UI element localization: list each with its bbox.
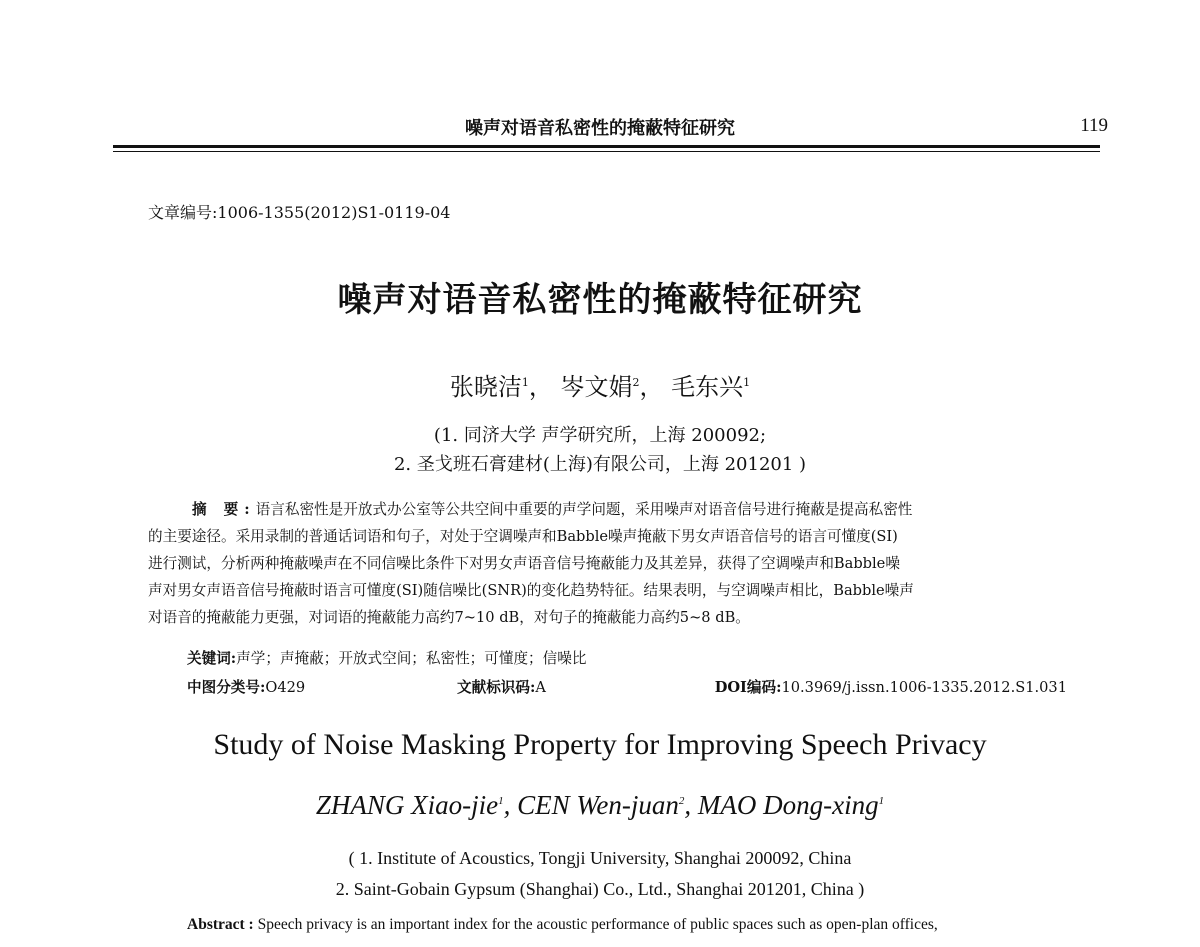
clc-code <box>187 679 305 696</box>
affiliation-en-line: ( 1. Institute of Acoustics, Tongji University, Shanghai 200092, China <box>348 848 852 868</box>
author-cn-sep: ， <box>639 373 664 401</box>
abstract-cn-line: 对语音的掩蔽能力更强，对词语的掩蔽能力高约7~10 dB，对句子的掩蔽能力高约5~8 dB。 <box>148 609 750 626</box>
abstract-cn <box>148 496 1068 631</box>
abstract-en-text: Speech privacy is an important index for the acoustic performance of public spaces such as open-plan offices, <box>257 916 938 933</box>
paper-title-en: Study of Noise Masking Property for Improving Speech Privacy <box>213 728 987 761</box>
article-id-value: 1006-1355(2012)S1-0119-04 <box>217 203 451 222</box>
keywords-cn-value: 声学；声掩蔽；开放式空间；私密性；可懂度；信噪比 <box>236 650 587 667</box>
article-id-label: 文章编号: <box>148 203 218 222</box>
header-rule-thin <box>113 151 1100 152</box>
author-en-sup: 1 <box>498 795 504 807</box>
abstract-en <box>187 916 938 934</box>
abstract-cn-label: 摘 要: <box>192 501 256 518</box>
affiliations-en <box>0 843 1200 905</box>
abstract-cn-line: 的主要途径。采用录制的普通话词语和句子，对处于空调噪声和Babble噪声掩蔽下男女声语音信号的语言可懂度(SI) <box>148 528 898 545</box>
author-cn-sup: 1 <box>521 376 529 389</box>
abstract-cn-line: 声对男女声语音信号掩蔽时语言可懂度(SI)随信噪比(SNR)的变化趋势特征。结果表明，与空调噪声相比，Babble噪声 <box>148 582 914 599</box>
clc-value: O429 <box>265 679 306 696</box>
doi <box>715 676 1067 697</box>
document-code-label: 文献标识码: <box>457 679 536 696</box>
doi-label: DOI编码: <box>714 679 782 696</box>
author-en-sep: , <box>503 790 518 820</box>
clc-label: 中图分类号: <box>187 679 266 696</box>
author-cn-sup: 2 <box>632 376 640 389</box>
author-en-sep: , <box>684 790 698 820</box>
document-code-value: A <box>535 679 546 696</box>
author-en-name: ZHANG Xiao-jie <box>315 790 499 820</box>
running-title: 噪声对语音私密性的掩蔽特征研究 <box>465 118 735 139</box>
affiliations-cn <box>0 421 1200 479</box>
author-en-name: CEN Wen-juan <box>517 790 679 820</box>
authors-en <box>0 790 1200 821</box>
affiliation-en-line: 2. Saint-Gobain Gypsum (Shanghai) Co., Ltd., Shanghai 201201, China ) <box>335 879 865 899</box>
author-cn-sup: 1 <box>743 376 751 389</box>
author-cn-sep: ， <box>528 373 553 401</box>
abstract-en-label: Abstract : <box>187 916 254 933</box>
author-cn-name: 张晓洁 <box>449 373 522 401</box>
author-cn-name: 毛东兴 <box>671 373 744 401</box>
document-code <box>457 676 546 697</box>
author-en-sup: 1 <box>878 795 885 807</box>
author-en-name: MAO Dong-xing <box>697 790 879 820</box>
author-en-sup: 2 <box>678 795 685 807</box>
keywords-cn <box>187 647 586 668</box>
author-cn-name: 岑文娟 <box>560 373 633 401</box>
authors-cn <box>0 367 1200 402</box>
abstract-cn-line: 语言私密性是开放式办公室等公共空间中重要的声学问题，采用噪声对语音信号进行掩蔽是提高私密性 <box>255 501 913 518</box>
affiliation-cn-line: 2. 圣戈班石膏建材(上海)有限公司，上海 201201 ) <box>393 454 807 475</box>
page-number: 119 <box>1080 115 1108 136</box>
keywords-cn-label: 关键词: <box>187 650 237 667</box>
classification-line <box>187 676 1067 697</box>
paper-title-cn: 噪声对语音私密性的掩蔽特征研究 <box>337 280 863 320</box>
article-id <box>148 200 450 223</box>
abstract-cn-line: 进行测试，分析两种掩蔽噪声在不同信噪比条件下对男女声语音信号掩蔽能力及其差异，获得了空调噪声和Babble噪 <box>148 555 900 572</box>
header-rule-thick <box>113 145 1100 148</box>
affiliation-cn-line: (1. 同济大学 声学研究所，上海 200092; <box>433 425 767 446</box>
doi-value: 10.3969/j.issn.1006-1335.2012.S1.031 <box>781 679 1067 696</box>
